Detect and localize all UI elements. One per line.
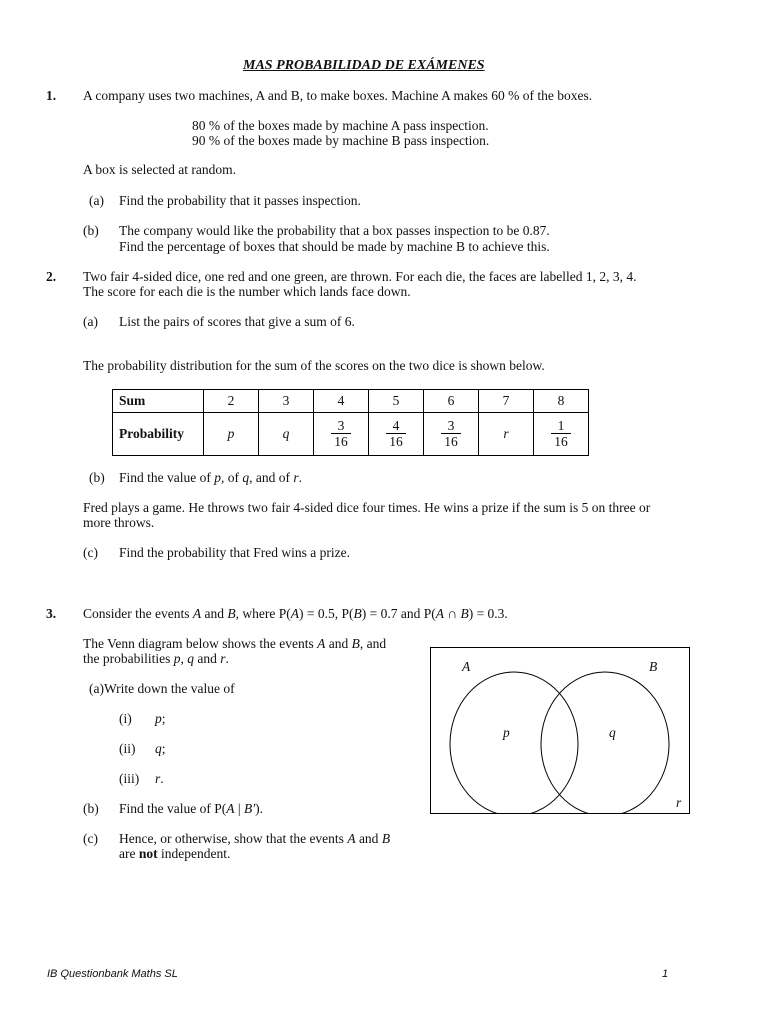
fraction-denominator: 16 xyxy=(444,434,458,449)
probability-cell xyxy=(204,413,259,456)
question-1a-label: (a) xyxy=(89,193,104,208)
question-2c-label: (c) xyxy=(83,545,98,560)
question-1-stem: A company uses two machines, A and B, to make boxes. Machine A makes 60 % of the boxes. xyxy=(83,88,593,103)
probability-symbol: r xyxy=(503,426,509,441)
venn-label-r: r xyxy=(676,795,682,810)
fraction-denominator: 16 xyxy=(389,434,403,449)
question-1b-text-2: Find the percentage of boxes that should be made by machine B to achieve this. xyxy=(119,239,550,254)
question-3c-text-2: are not independent. xyxy=(119,846,231,861)
sum-cell: 2 xyxy=(204,390,259,413)
fred-game-1: Fred plays a game. He throws two fair 4-sided dice four times. He wins a prize if the sum is 5 on three or xyxy=(83,500,651,515)
venn-label-q: q xyxy=(609,725,616,740)
venn-circle-a xyxy=(450,672,578,813)
question-2-number: 2. xyxy=(46,269,57,284)
question-3-stem: Consider the events A and B, where P(A) = 0.5, P(B) = 0.7 and P(A ∩ B) = 0.3. xyxy=(83,606,508,621)
probability-symbol: q xyxy=(282,426,290,441)
question-2c-text: Find the probability that Fred wins a prize. xyxy=(119,545,350,560)
question-3a-i-text: p; xyxy=(155,711,166,726)
question-3a-text: (a)Write down the value of xyxy=(89,681,235,696)
footer-source: IB Questionbank Maths SL xyxy=(47,968,178,980)
venn-intro-1: The Venn diagram below shows the events A and B, and xyxy=(83,636,387,651)
probability-symbol: p xyxy=(227,426,235,441)
sum-cell: 7 xyxy=(479,390,534,413)
probability-cell xyxy=(259,413,314,456)
fred-game-2: more throws. xyxy=(83,515,155,530)
probability-fraction xyxy=(386,418,406,449)
fraction-numerator: 4 xyxy=(386,418,406,434)
question-3c-text-1: Hence, or otherwise, show that the events A and B xyxy=(119,831,391,846)
question-3-number: 3. xyxy=(46,606,57,621)
venn-label-b: B xyxy=(649,659,658,674)
question-3a-iii-text: r. xyxy=(155,771,164,786)
fraction-numerator: 3 xyxy=(441,418,461,434)
question-1-machine-b-rate: 90 % of the boxes made by machine B pass inspection. xyxy=(192,133,490,148)
probability-header: Probability xyxy=(113,413,204,456)
question-2-stem-1: Two fair 4-sided dice, one red and one green, are thrown. For each die, the faces are labelled 1, 2, 3, 4. xyxy=(83,269,637,284)
probability-cell xyxy=(424,413,479,456)
question-3a-ii-label: (ii) xyxy=(119,741,136,756)
sum-cell: 4 xyxy=(314,390,369,413)
question-2a-text: List the pairs of scores that give a sum of 6. xyxy=(119,314,355,329)
probability-distribution-table xyxy=(112,389,589,456)
question-3a-i-label: (i) xyxy=(119,711,132,726)
probability-row xyxy=(113,413,589,456)
sum-cell: 8 xyxy=(534,390,589,413)
probability-fraction xyxy=(441,418,461,449)
question-1b-text-1: The company would like the probability that a box passes inspection to be 0.87. xyxy=(119,223,550,238)
question-2b-text: Find the value of p, of q, and of r. xyxy=(119,470,302,485)
venn-label-p: p xyxy=(503,725,510,740)
venn-diagram xyxy=(430,647,690,814)
fraction-denominator: 16 xyxy=(554,434,568,449)
sum-cell: 6 xyxy=(424,390,479,413)
sum-row xyxy=(113,390,589,413)
page-number: 1 xyxy=(662,968,669,980)
question-3a-iii-label: (iii) xyxy=(119,771,140,786)
venn-circle-b xyxy=(541,672,669,813)
question-1a-text: Find the probability that it passes inspection. xyxy=(119,193,361,208)
sum-header: Sum xyxy=(113,390,204,413)
question-3a-ii-text: q; xyxy=(155,741,166,756)
fraction-denominator: 16 xyxy=(334,434,348,449)
sum-cell: 5 xyxy=(369,390,424,413)
page-title: MAS PROBABILIDAD DE EXÁMENES xyxy=(243,58,485,73)
probability-cell xyxy=(369,413,424,456)
question-2b-label: (b) xyxy=(89,470,105,485)
probability-cell xyxy=(534,413,589,456)
question-3b-label: (b) xyxy=(83,801,99,816)
probability-cell xyxy=(479,413,534,456)
question-3b-text: Find the value of P(A | B′). xyxy=(119,801,264,816)
question-1-random: A box is selected at random. xyxy=(83,162,236,177)
sum-cell: 3 xyxy=(259,390,314,413)
probability-cell xyxy=(314,413,369,456)
question-1-number: 1. xyxy=(46,88,57,103)
question-2a-label: (a) xyxy=(83,314,98,329)
probability-fraction xyxy=(551,418,571,449)
distribution-intro: The probability distribution for the sum of the scores on the two dice is shown below. xyxy=(83,358,545,373)
venn-label-a: A xyxy=(462,659,471,674)
question-1b-label: (b) xyxy=(83,223,99,238)
fraction-numerator: 3 xyxy=(331,418,351,434)
question-1-machine-a-rate: 80 % of the boxes made by machine A pass inspection. xyxy=(192,118,489,133)
question-2-stem-2: The score for each die is the number which lands face down. xyxy=(83,284,411,299)
fraction-numerator: 1 xyxy=(551,418,571,434)
question-3c-label: (c) xyxy=(83,831,98,846)
venn-intro-2: the probabilities p, q and r. xyxy=(83,651,229,666)
probability-fraction xyxy=(331,418,351,449)
